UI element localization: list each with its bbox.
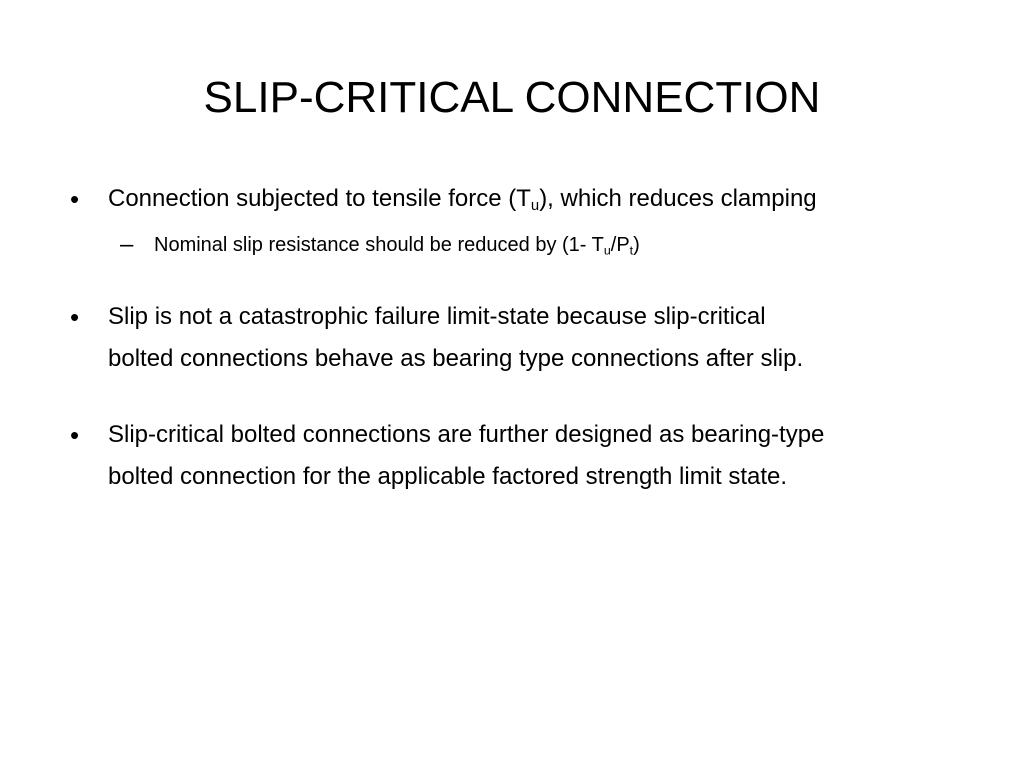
bullet-3-line-1: Slip-critical bolted connections are further designed as bearing-type <box>108 421 825 448</box>
sub-bullet-text-1 <box>154 230 994 260</box>
bullet-2-line-2: bolted connections behave as bearing type connections after slip. <box>108 345 804 372</box>
bullet-1-subscript: u <box>530 198 540 215</box>
bullet-text-1 <box>108 178 988 220</box>
bullet-icon: • <box>70 420 80 450</box>
bullet-text-2 <box>108 296 988 380</box>
bullet-icon: • <box>70 184 80 214</box>
sub-bullet-text-start: Nominal slip resistance should be reduced by (1- T <box>154 234 604 256</box>
sub-bullet-subscript-u: u <box>603 243 611 258</box>
bullet-2-line-1: Slip is not a catastrophic failure limit-state because slip-critical <box>108 303 766 330</box>
bullet-1-text-end: ), which reduces clamping <box>539 185 817 212</box>
bullet-1-text-start: Connection subjected to tensile force (T <box>108 185 531 212</box>
bullet-3-line-2: bolted connection for the applicable factored strength limit state. <box>108 463 788 490</box>
dash-icon: – <box>120 231 134 258</box>
slide-title: SLIP-CRITICAL CONNECTION <box>203 73 821 122</box>
sub-bullet-subscript-t: t <box>629 243 634 258</box>
sub-bullet-text-mid: /P <box>610 234 630 256</box>
bullet-text-3 <box>108 414 988 498</box>
bullet-icon: • <box>70 302 80 332</box>
sub-bullet-text-end: ) <box>633 234 640 256</box>
